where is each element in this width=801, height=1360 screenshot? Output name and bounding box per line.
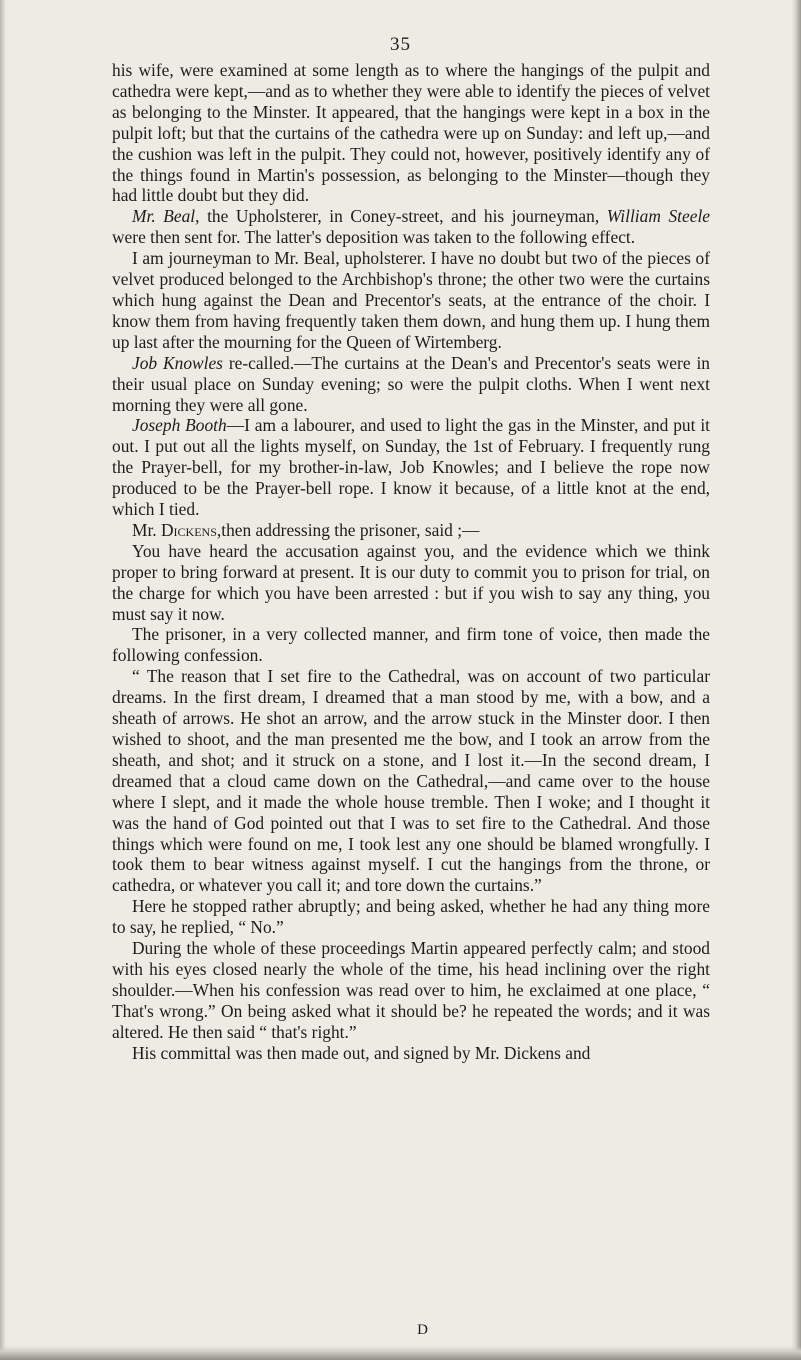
body-text (112, 60, 710, 1064)
speaker-name: Joseph Booth (132, 415, 227, 436)
paragraph-confession: “ The reason that I set fire to the Cathedral, was on account of two particular dreams. In the first dream, I dreamed that a man stood by me, with a bow, and a sheath of arrows. He shot an arrow, and the arrow stuck in the Minster door. I then wished to shoot, and the man presented me the bow, and I took an arrow from the sheath, and shot; and it struck on a stone, and I lost it.—In the second dream, I dreamed that a cloud came down on the Cathedral,—and came over to the house where I slept, and it made the whole house tremble. Then I woke; and I thought it was the hand of God pointed out that I was to set fire to the Cathedral. And those things which were found on me, I took lest any one should be blamed wrongfully. I took them to bear witness against myself. I cut the hangings from the throne, or cathedra, or whatever you call it; and tore down the curtains.” (112, 666, 710, 896)
page-left-shadow (0, 0, 6, 1360)
paragraph-prisoner-confession-intro: The prisoner, in a very collected manner, and firm tone of voice, then made the following confession. (112, 624, 710, 666)
paragraph-stopped-abruptly: Here he stopped rather abruptly; and being asked, whether he had any thing more to say, he replied, “ No.” (112, 896, 710, 938)
paragraph-wife-examined: his wife, were examined at some length as to where the hangings of the pulpit and cathedra were kept,—and as to whether they were able to identify the pieces of velvet as belonging to the Minster. It appeared, that the hangings were kept in a box in the pulpit loft; but that the curtains of the cathedra were up on Sunday: and left up,—and the cushion was left in the pulpit. They could not, however, positively identify any of the things found in Martin's possession, as belonging to the Minster—though they had little doubt but they did. (112, 60, 710, 206)
paragraph-accusation: You have heard the accusation against you, and the evidence which we think proper to bring forward at present. It is our duty to commit you to prison for trial, on the charge for which you have been arrested : but if you wish to say any thing, you must say it now. (112, 540, 710, 624)
paragraph-knowles-recalled: Job Knowles re-called.—The curtains at the Dean's and Precentor's seats were in their usual place on Sunday evening; so were the pulpit cloths. When I went next morning they were all gone. (112, 352, 710, 415)
paragraph-beal-sent-for: Mr. Beal, the Upholsterer, in Coney-street, and his journeyman, William Steele were then sent for. The latter's deposition was taken to the following effect. (112, 206, 710, 248)
speaker-name: Dickens (161, 519, 217, 540)
paragraph-journeyman-deposition: I am journeyman to Mr. Beal, upholsterer. I have no doubt but two of the pieces of velvet produced belonged to the Archbishop's throne; the other two were the curtains which hung against the Dean and Precentor's seats, at the entrance of the choir. I know them from having frequently taken them down, and hung them up. I hung them up last after the mourning for the Queen of Wirtemberg. (112, 248, 710, 352)
signature-mark: D (417, 1322, 428, 1338)
paragraph-martin-calm: During the whole of these proceedings Martin appeared perfectly calm; and stood with his eyes closed nearly the whole of the time, his head inclining over the right shoulder.—When his confession was read over to him, he exclaimed at one place, “ That's wrong.” On being asked what it should be? he repeated the words; and it was altered. He then said “ that's right.” (112, 938, 710, 1042)
page-number: 35 (390, 34, 411, 55)
paragraph-committal: His committal was then made out, and signed by Mr. Dickens and (132, 1042, 591, 1063)
paragraph-booth-deposition: Joseph Booth—I am a labourer, and used to light the gas in the Minster, and put it out. I put out all the lights myself, on Sunday, the 1st of February. I frequently rung the Prayer-bell, for my brother-in-law, Job Knowles; and I believe the rope now produced to be the Prayer-bell rope. I know it because, of a little knot at the end, which I tied. (112, 415, 710, 520)
speaker-name: Mr. Beal (132, 206, 196, 227)
page-right-edge (791, 0, 801, 1360)
speaker-name: Job Knowles (132, 352, 223, 373)
page-bottom-edge (0, 1346, 801, 1360)
speaker-name: William Steele (606, 206, 710, 227)
paragraph-dickens-addresses: Mr. Dickens,then addressing the prisoner, said ;— (132, 519, 480, 540)
